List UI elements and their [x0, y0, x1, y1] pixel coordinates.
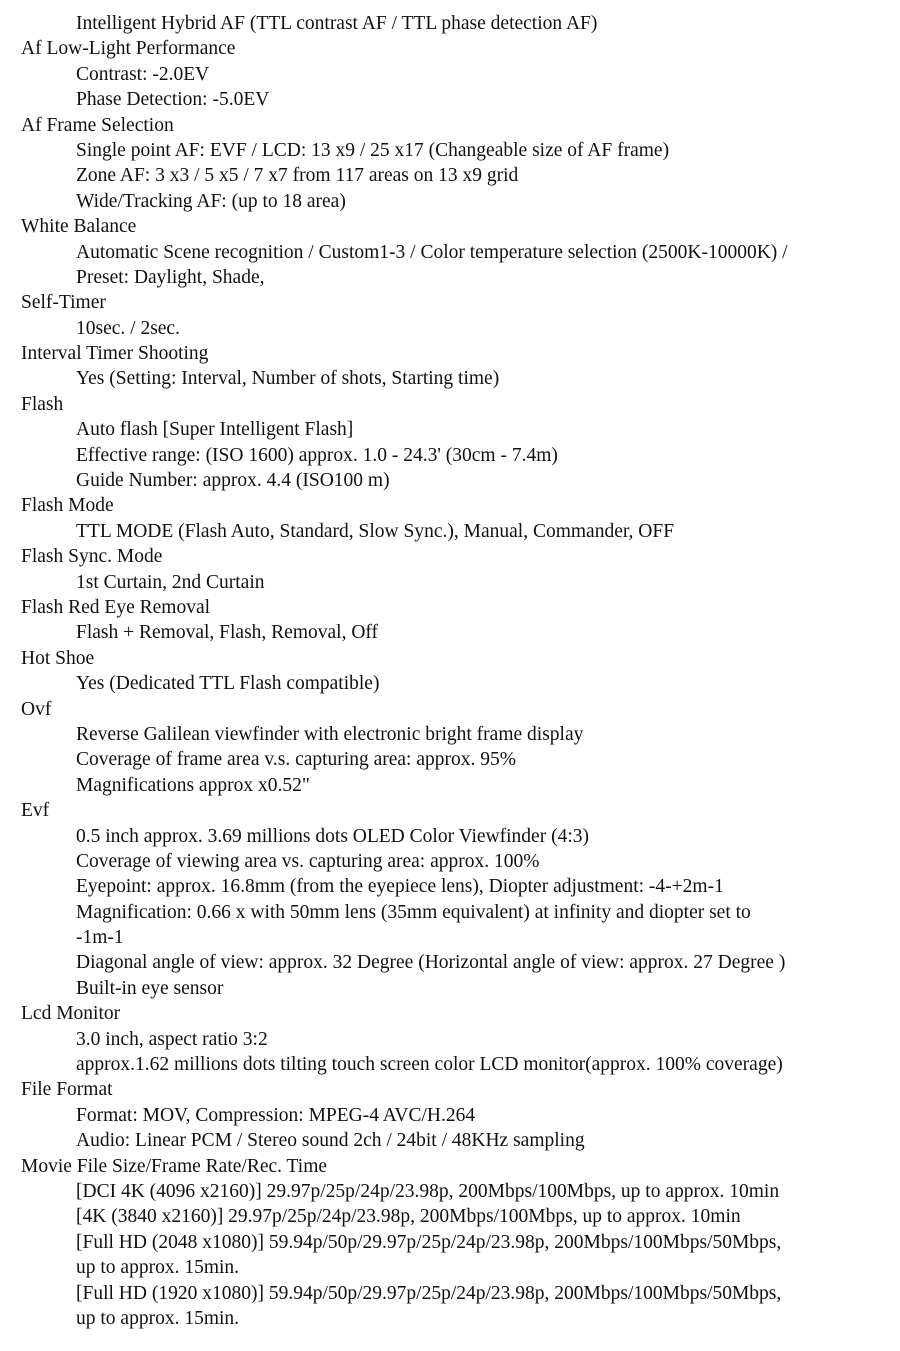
spec-document	[21, 11, 891, 1331]
spec-value: [Full HD (1920 x1080)] 59.94p/50p/29.97p/25p/24p/23.98p, 200Mbps/100Mbps/50Mbps,	[76, 1282, 782, 1304]
spec-heading: Self-Timer	[21, 292, 106, 314]
spec-heading: Evf	[21, 800, 50, 822]
spec-value: Effective range: (ISO 1600) approx. 1.0 - 24.3' (30cm - 7.4m)	[76, 444, 558, 466]
spec-value: Diagonal angle of view: approx. 32 Degree (Horizontal angle of view: approx. 27 Degree )	[76, 952, 786, 974]
spec-heading: Flash Sync. Mode	[21, 546, 163, 568]
spec-value: Yes (Dedicated TTL Flash compatible)	[76, 673, 380, 695]
spec-value: TTL MODE (Flash Auto, Standard, Slow Sync.), Manual, Commander, OFF	[76, 520, 675, 542]
spec-value: Coverage of frame area v.s. capturing area: approx. 95%	[76, 749, 516, 771]
spec-heading: Af Low-Light Performance	[21, 38, 236, 60]
spec-value: Phase Detection: -5.0EV	[76, 89, 270, 111]
spec-value: -1m-1	[76, 927, 124, 949]
spec-heading: Flash	[21, 393, 64, 415]
spec-heading: Flash Red Eye Removal	[21, 596, 211, 618]
spec-value: Single point AF: EVF / LCD: 13 x9 / 25 x17 (Changeable size of AF frame)	[76, 139, 670, 161]
spec-value: approx.1.62 millions dots tilting touch screen color LCD monitor(approx. 100% coverage)	[76, 1054, 783, 1076]
spec-value: up to approx. 15min.	[76, 1257, 240, 1279]
spec-value: Zone AF: 3 x3 / 5 x5 / 7 x7 from 117 areas on 13 x9 grid	[76, 165, 519, 187]
spec-value: up to approx. 15min.	[76, 1307, 240, 1329]
spec-heading: White Balance	[21, 216, 137, 238]
spec-heading: Flash Mode	[21, 495, 114, 517]
spec-heading: Movie File Size/Frame Rate/Rec. Time	[21, 1155, 328, 1177]
spec-heading: File Format	[21, 1079, 113, 1101]
spec-value: [Full HD (2048 x1080)] 59.94p/50p/29.97p/25p/24p/23.98p, 200Mbps/100Mbps/50Mbps,	[76, 1231, 782, 1253]
spec-value: Automatic Scene recognition / Custom1-3 / Color temperature selection (2500K-10000K) /	[76, 241, 788, 263]
spec-heading: Lcd Monitor	[21, 1003, 121, 1025]
spec-value: [4K (3840 x2160)] 29.97p/25p/24p/23.98p, 200Mbps/100Mbps, up to approx. 10min	[76, 1206, 741, 1228]
spec-value: Wide/Tracking AF: (up to 18 area)	[76, 190, 346, 212]
spec-value: Preset: Daylight, Shade,	[76, 266, 265, 288]
spec-value: Reverse Galilean viewfinder with electronic bright frame display	[76, 723, 584, 745]
spec-value: Auto flash [Super Intelligent Flash]	[76, 419, 354, 441]
spec-value: Magnification: 0.66 x with 50mm lens (35mm equivalent) at infinity and diopter set to	[76, 901, 751, 923]
spec-value: Flash + Removal, Flash, Removal, Off	[76, 622, 379, 644]
spec-value: 10sec. / 2sec.	[76, 317, 180, 339]
spec-value: Coverage of viewing area vs. capturing area: approx. 100%	[76, 850, 540, 872]
spec-value: 1st Curtain, 2nd Curtain	[76, 571, 265, 593]
spec-value: 3.0 inch, aspect ratio 3:2	[76, 1028, 268, 1050]
spec-value: Guide Number: approx. 4.4 (ISO100 m)	[76, 470, 390, 492]
spec-value: Eyepoint: approx. 16.8mm (from the eyepiece lens), Diopter adjustment: -4-+2m-1	[76, 876, 724, 898]
spec-heading: Ovf	[21, 698, 52, 720]
spec-value: Format: MOV, Compression: MPEG-4 AVC/H.264	[76, 1104, 476, 1126]
spec-value: Magnifications approx x0.52"	[76, 774, 310, 796]
spec-value: [DCI 4K (4096 x2160)] 29.97p/25p/24p/23.98p, 200Mbps/100Mbps, up to approx. 10min	[76, 1180, 780, 1202]
spec-value: Intelligent Hybrid AF (TTL contrast AF / TTL phase detection AF)	[76, 13, 598, 34]
spec-value: Yes (Setting: Interval, Number of shots, Starting time)	[76, 368, 500, 390]
spec-value: Contrast: -2.0EV	[76, 63, 210, 85]
spec-heading: Interval Timer Shooting	[21, 343, 209, 365]
spec-value: 0.5 inch approx. 3.69 millions dots OLED Color Viewfinder (4:3)	[76, 825, 589, 847]
spec-heading: Af Frame Selection	[21, 114, 174, 136]
spec-value: Audio: Linear PCM / Stereo sound 2ch / 24bit / 48KHz sampling	[76, 1130, 585, 1152]
spec-value: Built-in eye sensor	[76, 977, 224, 999]
spec-heading: Hot Shoe	[21, 647, 95, 669]
